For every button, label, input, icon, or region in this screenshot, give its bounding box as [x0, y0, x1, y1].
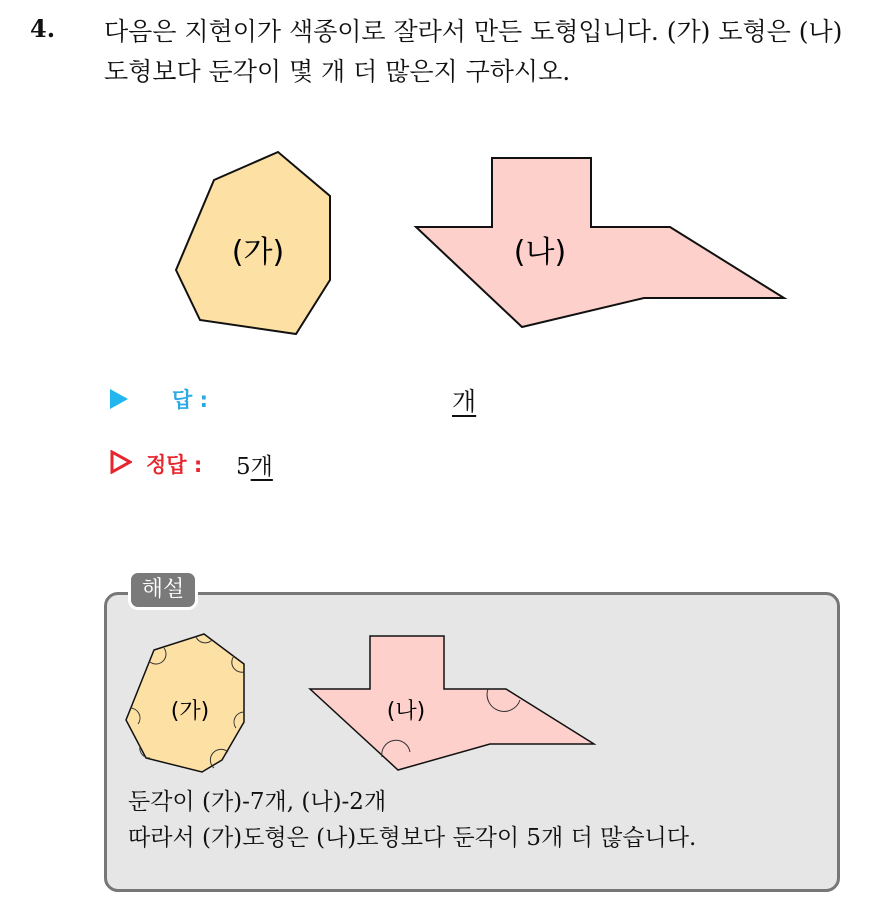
answer-unit: 개 — [452, 387, 477, 416]
correct-number: 5 — [236, 454, 251, 480]
correct-label: 정답 : — [146, 453, 203, 477]
explanation-line-1: 둔각이 (가)-7개, (나)-2개 — [128, 789, 387, 815]
question-line-1: 다음은 지현이가 색종이로 잘라서 만든 도형입니다. (가) 도형은 (나) — [104, 17, 843, 46]
shape-b-label: (나) — [513, 235, 567, 270]
explanation-text — [128, 784, 696, 856]
expl-shape-b — [310, 636, 594, 770]
question-line-2: 도형보다 둔각이 몇 개 더 많은지 구하시오. — [104, 57, 571, 86]
expl-shape-b-label: (나) — [386, 699, 426, 724]
expl-shape-a-label: (가) — [170, 699, 210, 724]
correct-unit: 개 — [250, 454, 273, 480]
explanation-tag: 해설 — [128, 570, 198, 610]
question-number: 4. — [30, 14, 56, 43]
explanation-line-2: 따라서 (가)도형은 (나)도형보다 둔각이 5개 더 많습니다. — [128, 825, 697, 851]
shape-a-label: (가) — [231, 235, 285, 270]
answer-label: 답 : — [172, 388, 208, 412]
